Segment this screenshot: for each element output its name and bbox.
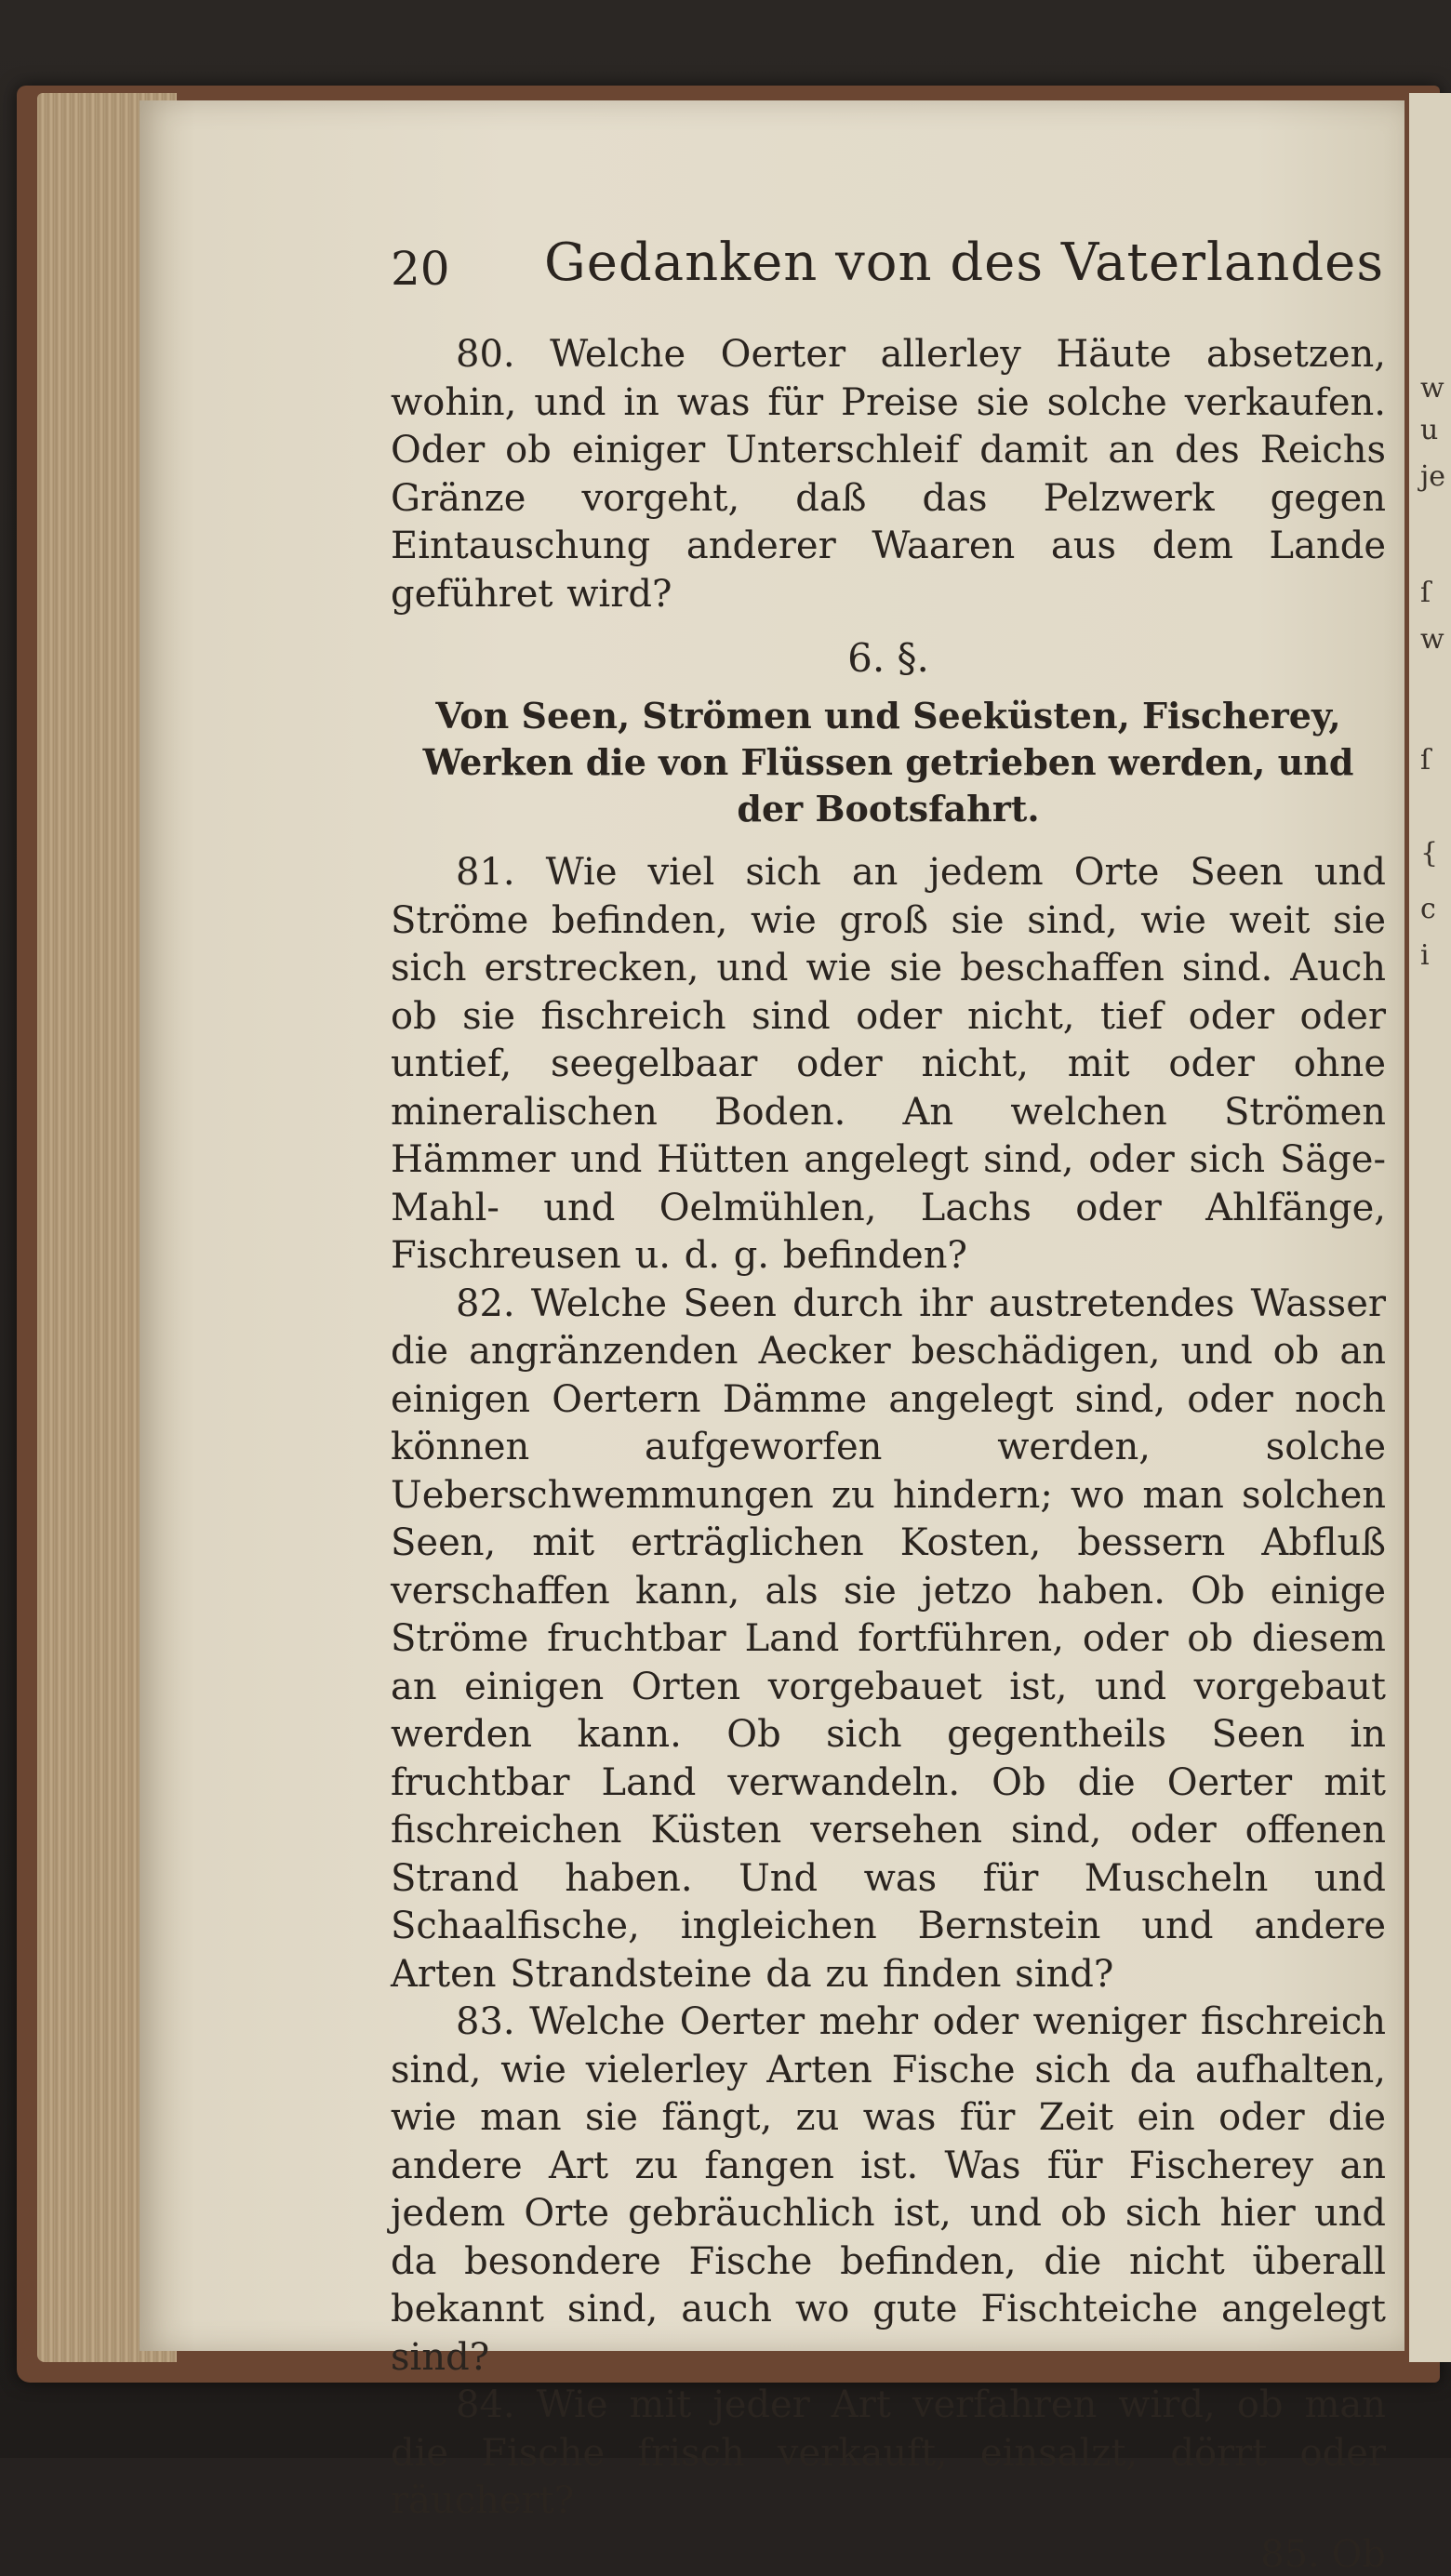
paragraph-80: 80. Welche Oerter allerley Häute absetzen, wohin, und in was für Preise sie solche verkaufen. Oder ob einiger Unterschleif damit an des Reichs Gränze vorgeht, daß das Pelzwerk gegen Eintauschung anderer Waaren aus dem Lande geführet wird? (391, 333, 1386, 616)
running-title: Gedanken von des Vaterlandes (544, 232, 1385, 293)
paragraph-81: 81. Wie viel sich an jedem Orte Seen und Ströme befinden, wie groß sie sind, wie weit sie sich erstrecken, und wie sie beschaffen sind. Auch ob sie fischreich sind oder nicht, tief oder oder untief, seegelbaar oder nicht, mit oder ohne mineralischen Boden. An welchen Strömen Hämmer und Hütten angelegt sind, oder sich Säge- Mahl- und Oelmühlen, Lachs oder Ahlfänge, Fischreusen u. d. g. befinden? (391, 851, 1386, 1277)
section-heading: Von Seen, Strömen und Seeküsten, Fischerey, Werken die von Flüssen getrieben werden, und der Bootsfahrt. (422, 695, 1354, 830)
paragraph-82: 82. Welche Seen durch ihr austretendes Wasser die angränzenden Aecker beschädigen, und ob an einigen Oertern Dämme angelegt sind, oder noch können aufgeworfen werden, solche Ueberschwemmungen zu hindern; wo man solchen Seen, mit erträglichen Kosten, bessern Abfluß verschaffen kann, als sie jetzo haben. Ob einige Ströme fruchtbar Land fortführen, oder ob diesem an einigen Orten vorgebauet ist, und vorgebaut werden kann. Ob sich gegentheils Seen in fruchtbar Land verwandeln. Ob die Oerter mit fischreichen Küsten versehen sind, oder offenen Strand haben. Und was für Muscheln und Schaalfische, ingleichen Bernstein und andere Arten Strandsteine da zu finden sind? (391, 1281, 1386, 1996)
next-page-fragment: w (1420, 372, 1444, 405)
section-mark: 6. §. (847, 635, 929, 681)
page-number: 20 (391, 242, 450, 296)
next-page-fragment: ſ (1420, 744, 1431, 777)
next-page-fragment: { (1420, 837, 1439, 870)
running-head (391, 232, 1386, 316)
catchword: 85. Ob (1260, 2532, 1386, 2576)
next-page-edge (1409, 93, 1451, 2362)
next-page-fragment: i (1420, 939, 1430, 972)
next-page-fragment: ſ (1420, 577, 1431, 609)
page-text (391, 232, 1386, 2576)
next-page-fragment: c (1420, 893, 1436, 925)
next-page-fragment: je (1420, 460, 1446, 493)
paragraph-83: 83. Welche Oerter mehr oder weniger fischreich sind, wie vielerley Arten Fische sich da aufhalten, wie man sie fängt, zu was für Zeit ein oder die andere Art zu fangen ist. Was für Fischerey an jedem Orte gebräuchlich ist, und ob sich hier und da besondere Fische befinden, die nicht überall bekannt sind, auch wo gute Fischteiche angelegt sind? (391, 2000, 1386, 2379)
next-page-fragment: w (1420, 623, 1444, 656)
next-page-fragment: u (1420, 414, 1439, 446)
paragraph-84: 84. Wie mit jeder Art verfahren wird, ob man die Fische frisch verkauft, einsalzt, dörrt oder räuchert? (391, 2383, 1386, 2522)
